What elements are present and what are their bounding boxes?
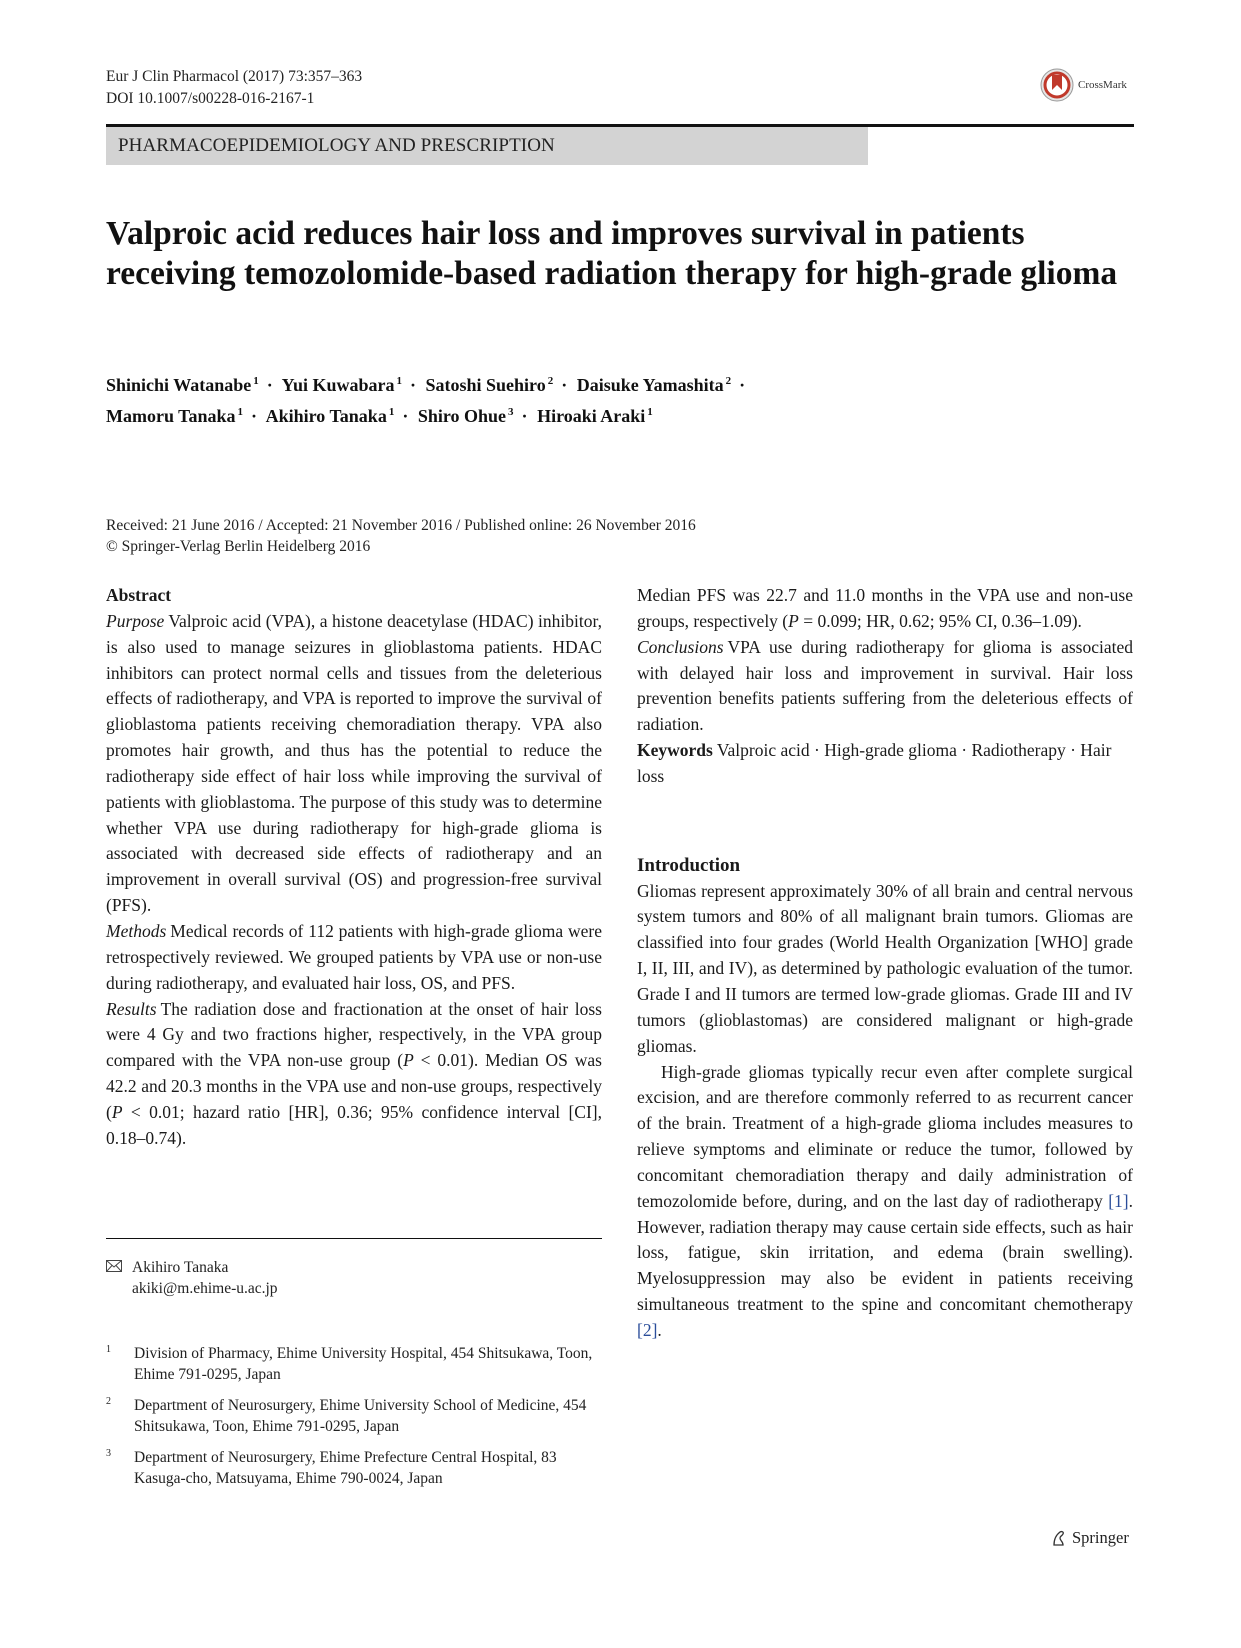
author-separator: · [521,406,528,426]
doi[interactable]: DOI 10.1007/s00228-016-2167-1 [106,90,315,107]
crossmark-label: CrossMark [1078,79,1127,91]
introduction-heading: Introduction [637,854,741,876]
keywords-label: Keywords [637,740,713,761]
affiliation-item [106,1447,606,1489]
methods-label: Methods [106,920,167,941]
methods-text: Medical records of 112 patients with high-grade glioma were retrospectively reviewed. We grouped patients by VPA use or non-use during radiotherapy, and evaluated hair loss, OS, and PFS. [106,920,602,993]
author-list [106,368,1006,430]
p-value-symbol: P [111,1101,123,1122]
keywords [637,738,1133,790]
author-affiliation: 1 [396,375,402,387]
author-line-1 [106,368,1006,399]
affiliation-list [106,1343,606,1499]
publisher-logo [1050,1528,1129,1548]
paragraph-text: . However, radiation therapy may cause certain side effects, such as hair loss, fatigue, skin irritation, and edema (brain swelling). Myelosuppression may also be evident in patients receiving simultaneous treatment to the spine and concomitant chemotherapy [637,1190,1133,1315]
conclusions-text: VPA use during radiotherapy for glioma is associated with delayed hair loss and improvement in survival. Hair loss prevention benefits patients suffering from the deleterious effects of radiation. [637,636,1133,735]
introduction-paragraph [637,1060,1133,1344]
abstract-heading: Abstract [106,585,172,605]
springer-horse-icon [1050,1529,1068,1547]
author-separator: · [266,375,273,395]
results-text: < 0.01; hazard ratio [HR], 0.36; 95% confidence interval [CI], 0.18–0.74). [106,1101,602,1148]
author-affiliation: 2 [725,375,732,387]
author-name[interactable]: Shiro Ohue [417,406,507,426]
copyright-line: © Springer-Verlag Berlin Heidelberg 2016 [106,538,371,555]
right-column [637,583,1133,1344]
footnote-rule [106,1238,602,1239]
conclusions-label: Conclusions [637,636,724,657]
author-separator: · [561,375,568,395]
p-value-symbol: P [788,610,799,631]
author-affiliation: 1 [253,375,259,387]
results-text: The radiation dose and fractionation at the onset of hair loss were 4 Gy and two fractions higher, respectively, in the VPA group compared with the VPA non-use group ( [106,998,602,1071]
publisher-name: Springer [1072,1528,1129,1547]
affiliation-number: 3 [106,1448,111,1459]
results-text: = 0.099; HR, 0.62; 95% CI, 0.36–1.09). [798,610,1082,631]
crossmark-badge[interactable] [1040,68,1127,102]
introduction-section [637,853,1133,1344]
correspondence-email[interactable]: akiki@m.ehime-u.ac.jp [132,1280,278,1297]
crossmark-icon [1040,68,1074,102]
affiliation-item [106,1343,606,1385]
abstract-purpose [106,609,602,919]
results-text: Median PFS was 22.7 and 11.0 months in the VPA use and non-use groups, respectively ( [637,585,1133,631]
correspondence-name: Akihiro Tanaka [132,1259,229,1276]
author-affiliation: 1 [388,406,395,418]
author-name[interactable]: Akihiro Tanaka [265,406,387,426]
author-affiliation: 1 [647,406,653,418]
abstract-results [106,997,602,1152]
author-name[interactable]: Satoshi Suehiro [425,375,546,395]
abstract-methods [106,919,602,997]
author-name[interactable]: Mamoru Tanaka [106,406,236,426]
author-line-2 [106,399,1006,430]
affiliation-number: 2 [106,1396,111,1407]
date-line: Received: 21 June 2016 / Accepted: 21 November 2016 / Published online: 26 November 2016 [106,517,696,534]
citation-link[interactable]: [2] [637,1319,658,1340]
author-affiliation: 2 [547,375,554,387]
publication-dates [106,515,696,557]
article-title: Valproic acid reduces hair loss and improves survival in patients receiving temozolomide-based radiation therapy for high-grade glioma [106,215,1118,292]
purpose-text: Valproic acid (VPA), a histone deacetylase (HDAC) inhibitor, is also used to manage seizures in glioblastoma patients. HDAC inhibitors can protect normal cells and tissues from the deleterious effects of radiotherapy, and VPA is reported to improve the survival of glioblastoma patients receiving chemoradiation therapy. VPA also promotes hair growth, and thus has the potential to reduce the radiotherapy side effect of hair loss while improving the survival of patients with glioblastoma. The purpose of this study was to determine whether VPA use during radiotherapy for high-grade glioma is associated with decreased side effects of radiotherapy and an improvement in overall survival (OS) and progression-free survival (PFS). [106,610,602,916]
author-separator: · [409,375,416,395]
author-name[interactable]: Shinichi Watanabe [106,375,252,395]
results-text: < 0.01). Median OS was 42.2 and 20.3 months in the VPA use and non-use groups, respectively ( [106,1050,602,1122]
section-banner: PHARMACOEPIDEMIOLOGY AND PRESCRIPTION [106,127,868,165]
introduction-paragraph: Gliomas represent approximately 30% of all brain and central nervous system tumors and 80% of all malignant brain tumors. Gliomas are classified into four grades (World Health Organization [WHO] grade I, II, III, and IV), as determined by pathologic evaluation of the tumor. Grade I and II tumors are termed low-grade gliomas. Grade III and IV tumors (glioblastomas) are considered malignant or high-grade gliomas. [637,880,1133,1056]
affiliation-item [106,1395,606,1437]
author-separator: · [402,406,409,426]
affiliation-number: 1 [106,1344,111,1355]
author-separator: · [251,406,258,426]
results-label: Results [106,998,157,1019]
affiliation-text: Department of Neurosurgery, Ehime University School of Medicine, 454 Shitsukawa, Toon, Ehime 791-0295, Japan [134,1397,587,1435]
author-name[interactable]: Hiroaki Araki [537,406,646,426]
journal-info [106,66,362,110]
abstract-results-continued [637,583,1133,635]
abstract-column [106,583,602,1152]
author-separator: · [739,375,746,395]
correspondence-text [132,1257,278,1299]
author-affiliation: 3 [508,406,514,418]
author-name[interactable]: Yui Kuwabara [281,375,395,395]
journal-citation: Eur J Clin Pharmacol (2017) 73:357–363 [106,68,363,85]
purpose-label: Purpose [106,610,165,631]
envelope-icon [106,1257,132,1278]
affiliation-text: Division of Pharmacy, Ehime University Hospital, 454 Shitsukawa, Toon, Ehime 791-0295, Japan [134,1345,593,1383]
author-affiliation: 1 [237,406,244,418]
paragraph-text: . [657,1319,662,1340]
citation-link[interactable]: [1] [1108,1190,1129,1211]
p-value-symbol: P [403,1050,414,1071]
affiliation-text: Department of Neurosurgery, Ehime Prefecture Central Hospital, 83 Kasuga-cho, Matsuyama, Ehime 790-0024, Japan [134,1449,557,1487]
author-name[interactable]: Daisuke Yamashita [576,375,724,395]
keywords-text: Valproic acid · High-grade glioma · Radiotherapy · Hair loss [637,740,1112,786]
correspondence [106,1257,278,1299]
paragraph-text: High-grade gliomas typically recur even after complete surgical excision, and are therefore commonly referred to as recurrent cancer of the brain. Treatment of a high-grade glioma includes measures to relieve symptoms and eliminate or reduce the tumor, followed by concomitant chemoradiation therapy and daily administration of temozolomide before, during, and on the last day of radiotherapy [637,1061,1133,1211]
abstract-conclusions [637,635,1133,738]
